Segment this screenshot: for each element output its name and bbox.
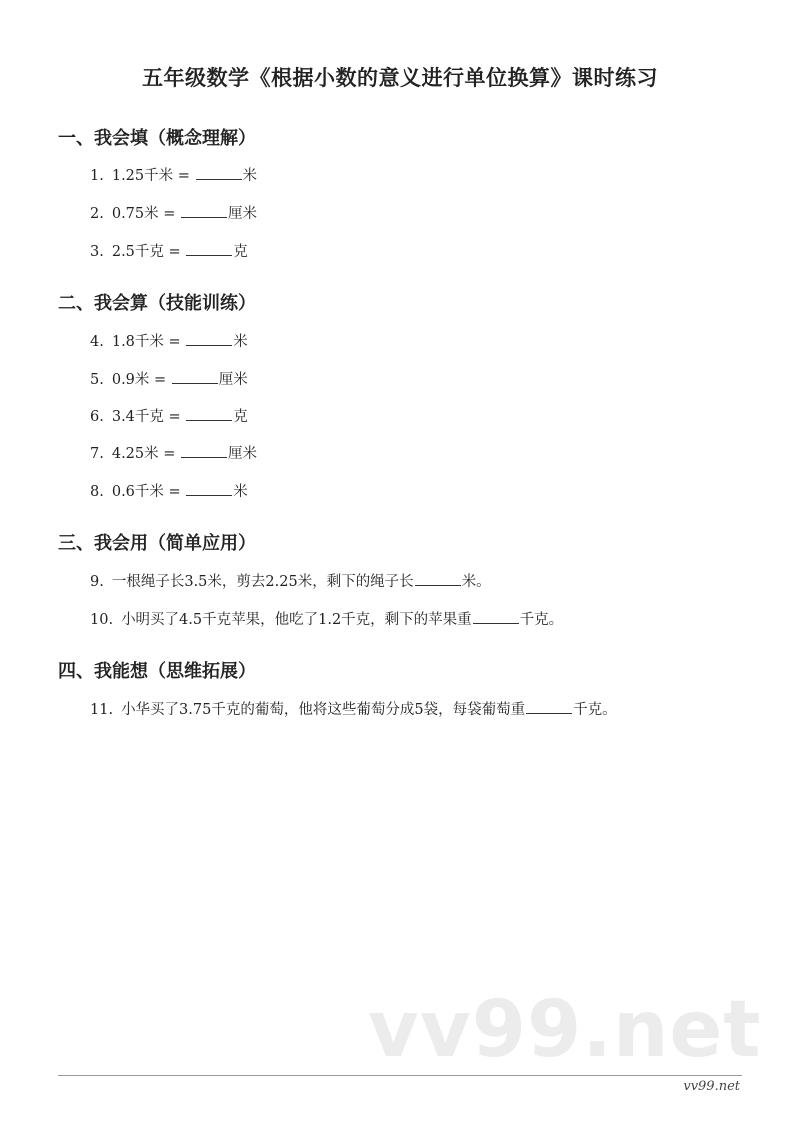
question-text: 一根绳子长3.5米，剪去2.25米，剩下的绳子长: [111, 574, 414, 590]
question-unit: 米: [233, 484, 248, 500]
answer-blank[interactable]: [172, 371, 218, 384]
question-text: 1.8千米 =: [111, 334, 186, 350]
question-unit: 克: [233, 409, 248, 425]
question-number: 1.: [90, 168, 104, 184]
question-5: [90, 368, 248, 389]
section-heading-2: 二、我会算（技能训练）: [58, 293, 256, 314]
answer-blank[interactable]: [473, 611, 519, 624]
section-heading-3: 三、我会用（简单应用）: [58, 533, 256, 554]
question-7: [90, 442, 257, 463]
question-unit: 厘米: [228, 446, 257, 462]
question-text: 0.9米 =: [111, 372, 171, 388]
question-text: 0.75米 =: [111, 206, 180, 222]
question-number: 7.: [90, 446, 104, 462]
answer-blank[interactable]: [415, 573, 461, 586]
question-number: 11.: [90, 702, 114, 718]
question-text: 0.6千米 =: [111, 484, 186, 500]
question-8: [90, 480, 248, 501]
question-11: [90, 698, 617, 719]
question-6: [90, 405, 248, 426]
question-text: 小明买了4.5千克苹果，他吃了1.2千克，剩下的苹果重: [121, 612, 472, 628]
question-number: 10.: [90, 612, 114, 628]
watermark: vv99.net: [368, 985, 762, 1075]
answer-blank[interactable]: [186, 243, 232, 256]
question-unit: 米: [242, 168, 257, 184]
question-1: [90, 164, 257, 185]
question-text: 4.25米 =: [111, 446, 180, 462]
question-unit: 米: [233, 334, 248, 350]
question-unit: 千克。: [573, 702, 617, 718]
question-number: 9.: [90, 574, 104, 590]
question-text: 3.4千克 =: [111, 409, 186, 425]
answer-blank[interactable]: [186, 408, 232, 421]
question-unit: 厘米: [228, 206, 257, 222]
question-unit: 厘米: [218, 372, 248, 388]
question-text: 小华买了3.75千克的葡萄，他将这些葡萄分成5袋，每袋葡萄重: [121, 702, 526, 718]
question-number: 5.: [90, 372, 104, 388]
question-number: 6.: [90, 409, 104, 425]
question-4: [90, 330, 248, 351]
answer-blank[interactable]: [186, 483, 232, 496]
question-unit: 千克。: [519, 612, 564, 628]
question-number: 8.: [90, 484, 104, 500]
question-3: [90, 240, 248, 261]
answer-blank[interactable]: [181, 205, 227, 218]
question-unit: 米。: [461, 574, 491, 590]
page-title: 五年级数学《根据小数的意义进行单位换算》课时练习: [142, 66, 658, 90]
question-number: 4.: [90, 334, 104, 350]
section-heading-1: 一、我会填（概念理解）: [58, 128, 256, 149]
question-10: [90, 608, 563, 629]
question-unit: 克: [233, 244, 248, 260]
question-text: 2.5千克 =: [111, 244, 186, 260]
answer-blank[interactable]: [181, 445, 227, 458]
answer-blank[interactable]: [196, 167, 242, 180]
question-text: 1.25千米 =: [111, 168, 195, 184]
footer-text: vv99.net: [683, 1079, 740, 1094]
section-heading-4: 四、我能想（思维拓展）: [58, 661, 256, 682]
question-9: [90, 570, 491, 591]
question-2: [90, 202, 257, 223]
answer-blank[interactable]: [186, 333, 232, 346]
footer-divider: [58, 1075, 742, 1076]
answer-blank[interactable]: [526, 701, 572, 714]
question-number: 3.: [90, 244, 104, 260]
question-number: 2.: [90, 206, 104, 222]
